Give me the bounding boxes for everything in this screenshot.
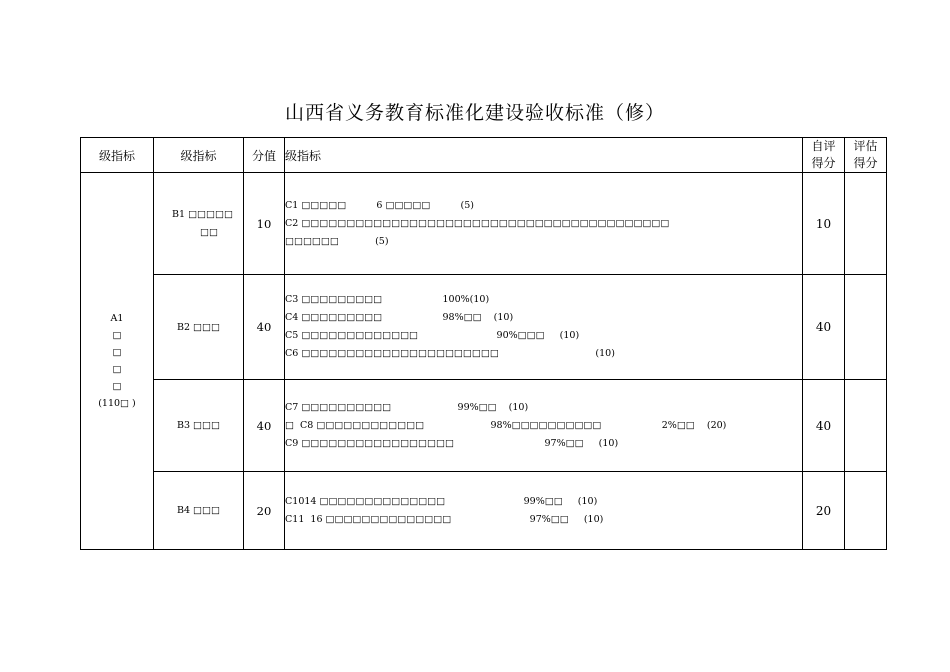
a1-char: □ [112, 364, 122, 375]
criteria-line: C4 □□□□□□□□□ 98%□□ (10) [285, 312, 514, 323]
criteria-cell [285, 275, 803, 380]
header-eval-score-line1: 评估 [853, 139, 878, 153]
criteria-line: C1014 □□□□□□□□□□□□□□ 99%□□ (10) [285, 495, 598, 507]
table-row [81, 173, 887, 275]
eval-score-cell [845, 173, 887, 275]
b-indicator-cell: B2 □□□ [154, 275, 244, 380]
standards-table [80, 137, 887, 550]
criteria-line: C2 □□□□□□□□□□□□□□□□□□□□□□□□□□□□□□□□□□□□□□□□□ [285, 217, 670, 229]
header-level1-indicator: 级指标 [81, 138, 154, 173]
score-cell: 40 [244, 275, 285, 380]
self-score-cell: 40 [803, 275, 845, 380]
table-header-row [81, 138, 887, 173]
criteria-line: C11 16 □□□□□□□□□□□□□□ 97%□□ (10) [285, 513, 604, 525]
a1-char: □ [112, 381, 122, 392]
header-level2-indicator: 级指标 [154, 138, 244, 173]
b-indicator-label-cont: □□ [200, 226, 218, 238]
score-cell: 10 [244, 173, 285, 275]
a1-char: □ [112, 330, 122, 341]
header-self-score-line1: 自评 [811, 139, 836, 153]
eval-score-cell [845, 472, 887, 550]
criteria-line: □ C8 □□□□□□□□□□□□ 98%□□□□□□□□□□ 2%□□ (20) [285, 419, 727, 431]
self-score-cell: 20 [803, 472, 845, 550]
criteria-cell [285, 380, 803, 472]
score-cell: 40 [244, 380, 285, 472]
b-indicator-cell [154, 173, 244, 275]
criteria-cell [285, 173, 803, 275]
eval-score-cell [845, 275, 887, 380]
table-row [81, 275, 887, 380]
header-level3-indicator: 级指标 [285, 138, 803, 173]
criteria-line: C5 □□□□□□□□□□□□□ 90%□□□ (10) [285, 330, 580, 341]
a1-char: □ [112, 347, 122, 358]
b-indicator-cell: B4 □□□ [154, 472, 244, 550]
header-score: 分值 [244, 138, 285, 173]
table-row [81, 380, 887, 472]
b-indicator-label: B1 □□□□□ [172, 208, 233, 220]
a1-cell [81, 173, 154, 550]
header-self-score-line2: 得分 [811, 156, 836, 170]
a1-code: A1 [110, 313, 124, 324]
document-title: 山西省义务教育标准化建设验收标准（修） [284, 102, 665, 124]
criteria-line: C7 □□□□□□□□□□ 99%□□ (10) [285, 401, 529, 413]
header-eval-score [845, 138, 887, 173]
criteria-line: C1 □□□□□ 6 □□□□□ (5) [285, 199, 475, 211]
table-row [81, 472, 887, 550]
self-score-cell: 40 [803, 380, 845, 472]
header-eval-score-line2: 得分 [853, 156, 878, 170]
header-self-score [803, 138, 845, 173]
criteria-line: C3 □□□□□□□□□ 100%(10) [285, 294, 490, 305]
criteria-line: C9 □□□□□□□□□□□□□□□□□ 97%□□ (10) [285, 437, 619, 449]
b-indicator-cell: B3 □□□ [154, 380, 244, 472]
criteria-line: □□□□□□ (5) [285, 235, 389, 247]
score-cell: 20 [244, 472, 285, 550]
criteria-line: C6 □□□□□□□□□□□□□□□□□□□□□□ (10) [285, 348, 615, 359]
a1-total: (110□ ) [98, 398, 136, 409]
self-score-cell: 10 [803, 173, 845, 275]
criteria-cell [285, 472, 803, 550]
eval-score-cell [845, 380, 887, 472]
